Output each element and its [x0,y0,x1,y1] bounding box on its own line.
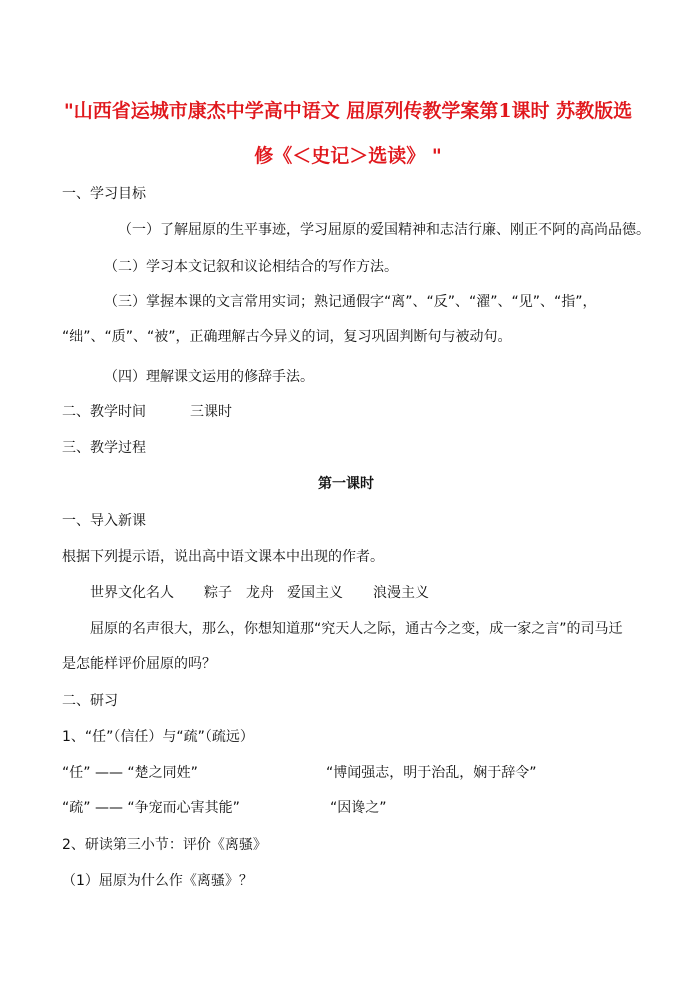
hint-item: 爱国主义 [287,585,343,601]
objectives-heading: 一、学习目标 [62,186,146,202]
hint-item: 世界文化名人 [90,585,174,601]
study-item-1-heading: 1、“任”（信任）与“疏”（疏远） [62,729,254,745]
lesson-1-heading: 第一课时 [318,476,374,492]
intro-heading: 一、导入新课 [62,513,146,529]
objective-item-2: （二）学习本文记叙和议论相结合的写作方法。 [104,259,398,275]
objective-item-3-line-1: （三）掌握本课的文言常用实词；熟记通假字“离”、“反”、“濯”、“见”、“指”， [104,294,597,310]
intro-question-line-2: 是怎能样评价屈原的吗？ [62,656,216,672]
hint-item: 龙舟 [246,585,274,601]
document-title-line-1: "山西省运城市康杰中学高中语文 屈原列传教学案第1课时 苏教版选 [63,100,633,122]
teaching-time-value: 三课时 [190,404,232,420]
study-item-2-heading: 2、研读第三小节：评价《离骚》 [62,837,267,853]
study-item-1-row-1-right: “博闻强志，明于治乱，娴于辞令” [326,765,537,781]
hint-list [90,582,429,602]
study-heading: 二、研习 [62,693,118,709]
study-item-2-question-1: （1）屈原为什么作《离骚》？ [62,873,253,889]
intro-prompt: 根据下列提示语，说出高中语文课本中出现的作者。 [62,549,384,565]
teaching-time-heading: 二、教学时间 [62,404,146,420]
study-item-1-row-1-left: “任” —— “楚之同姓” [62,765,198,781]
objective-item-4: （四）理解课文运用的修辞手法。 [104,369,314,385]
objective-item-1: （一）了解屈原的生平事迹，学习屈原的爱国精神和志洁行廉、刚正不阿的高尚品德。 [118,222,650,238]
study-item-1-row-2-left: “疏” —— “争宠而心害其能” [62,800,240,816]
intro-question-line-1: 屈原的名声很大，那么，你想知道那“究天人之际，通古今之变，成一家之言”的司马迁 [90,621,623,637]
document-title-line-2: 修《＜史记＞选读》 " [254,145,442,167]
study-item-1-row-2-right: “因谗之” [330,800,387,816]
teaching-process-heading: 三、教学过程 [62,440,146,456]
hint-item: 粽子 [204,585,232,601]
hint-item: 浪漫主义 [373,585,429,601]
objective-item-3-line-2: “绌”、“质”、“被”，正确理解古今异义的词，复习巩固判断句与被动句。 [62,329,512,345]
